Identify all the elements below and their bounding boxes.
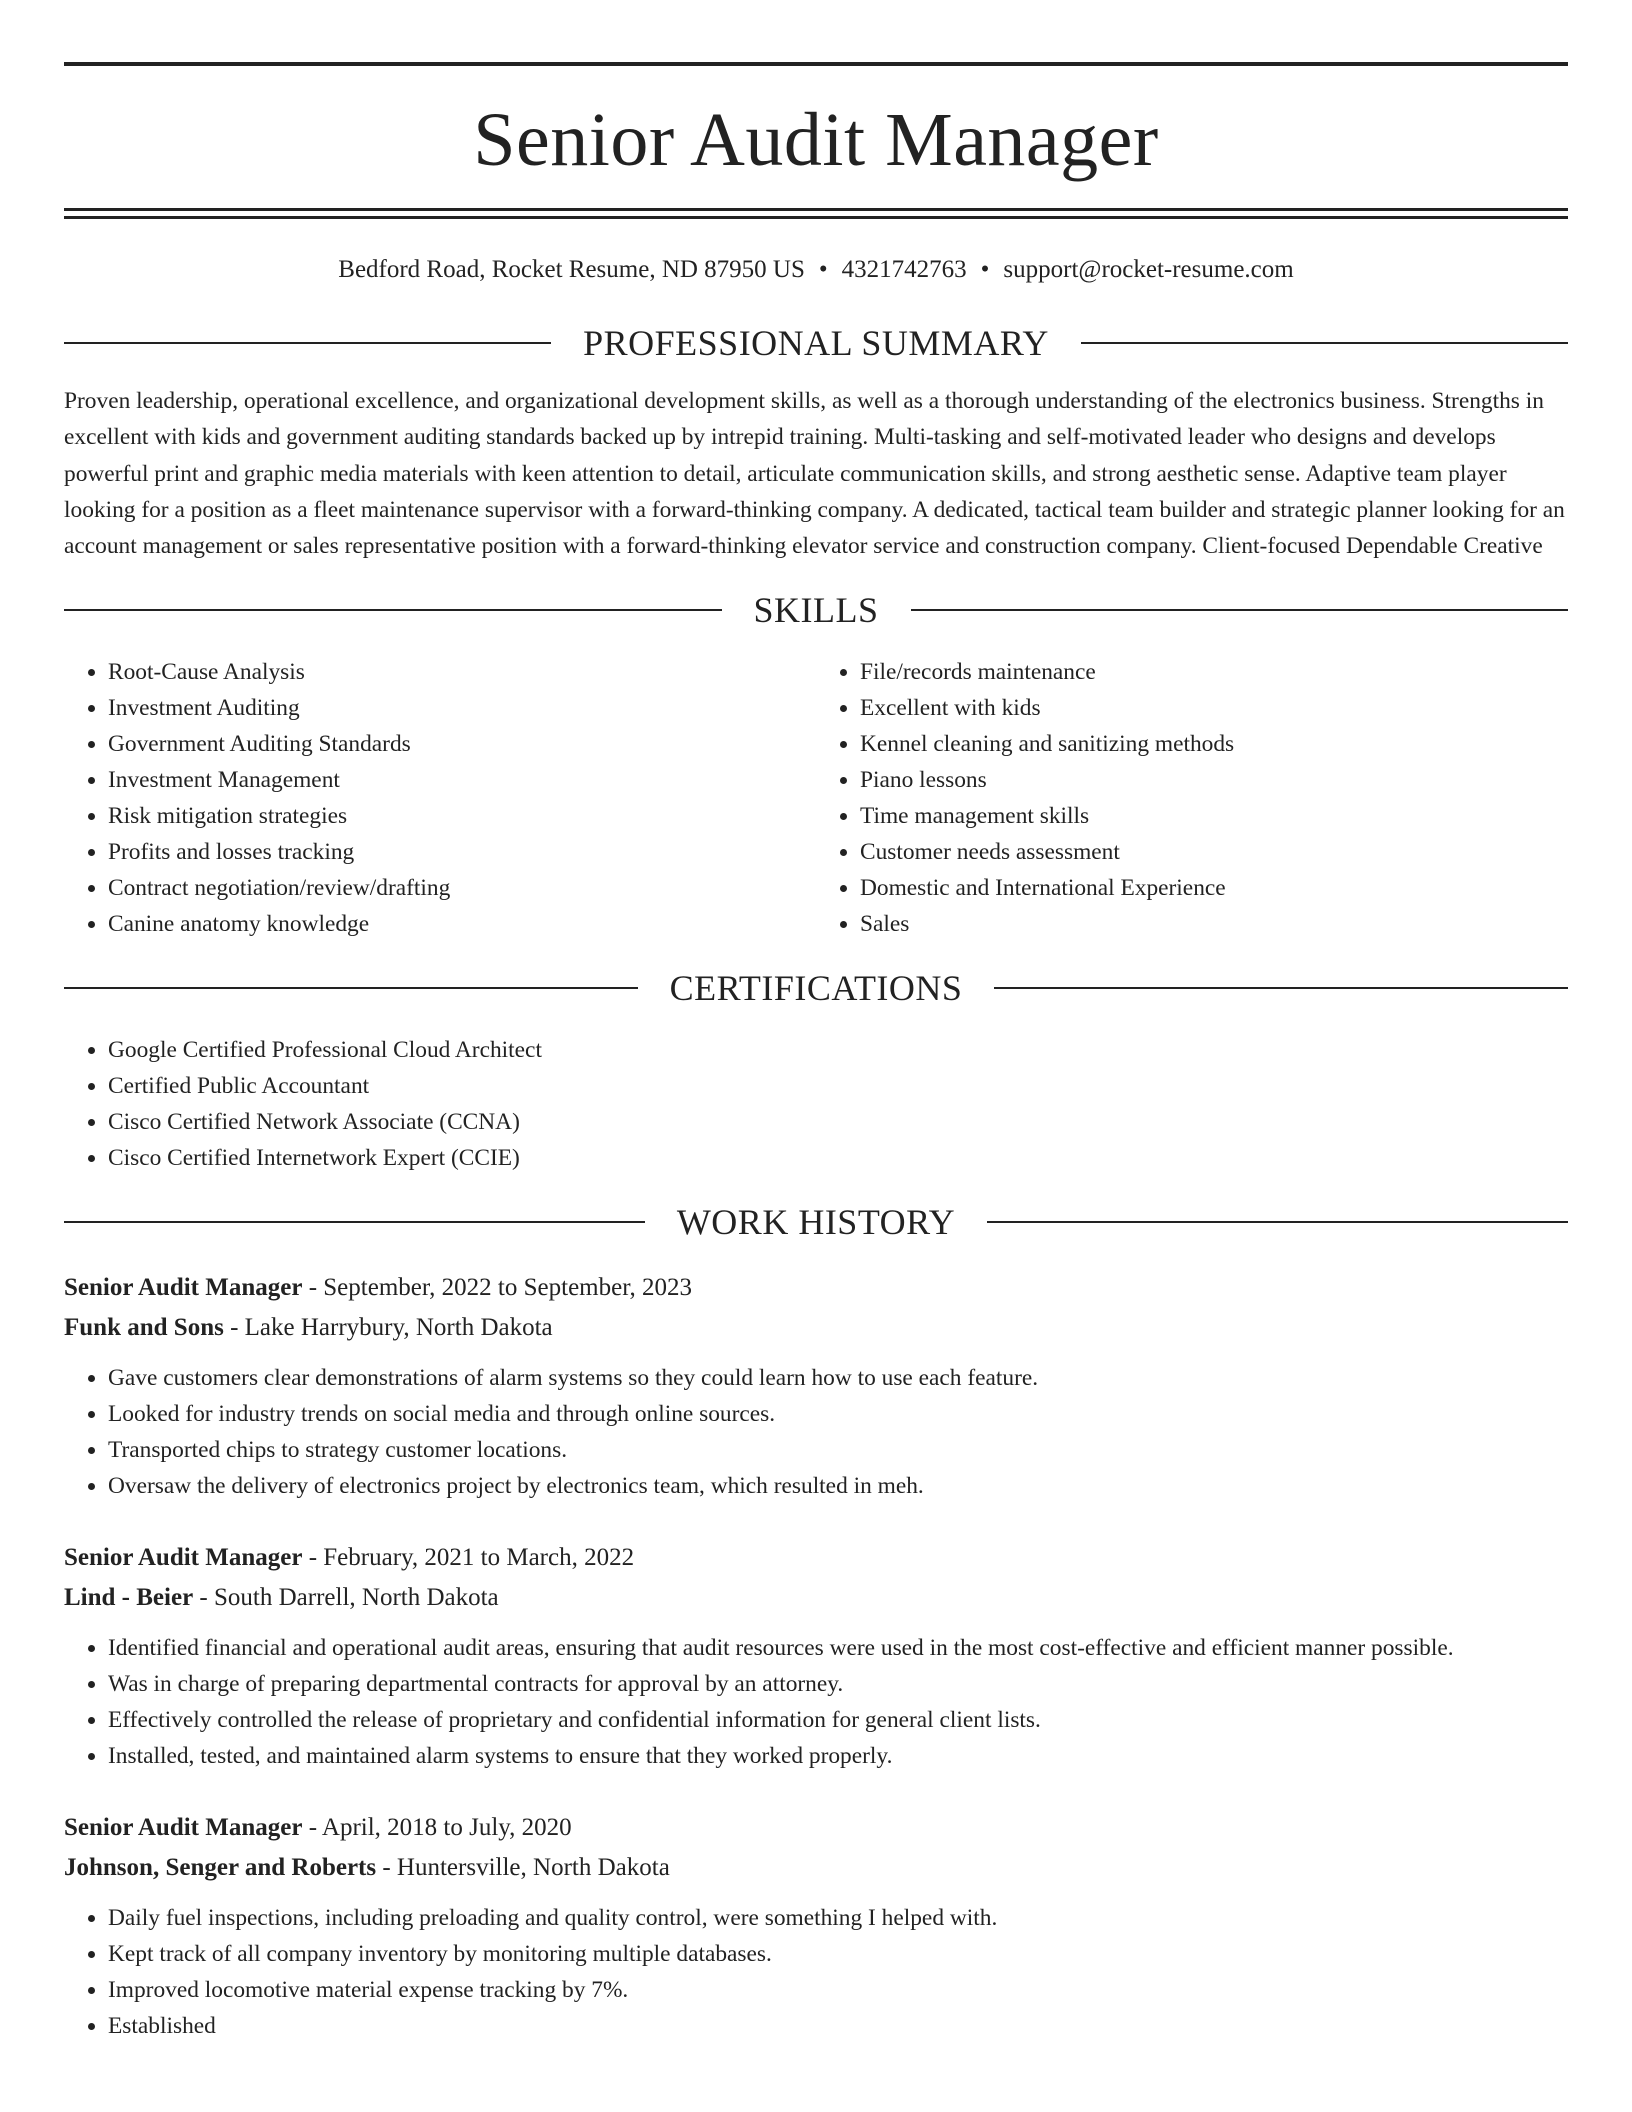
job-dates: - February, 2021 to March, 2022 (302, 1544, 635, 1572)
summary-heading: PROFESSIONAL SUMMARY (583, 323, 1049, 363)
resume-name: Senior Audit Manager (473, 98, 1159, 182)
job-location: - South Darrell, North Dakota (193, 1584, 499, 1612)
job-bullet: • Daily fuel inspections, including preloading and quality control, were something I helped with. (108, 1900, 1568, 1936)
skill-item: • Domestic and International Experience (860, 870, 1568, 906)
section-divider (64, 1221, 645, 1223)
job-location: - Lake Harrybury, North Dakota (223, 1314, 553, 1342)
skills-list-right (816, 654, 1568, 942)
job-title: Senior Audit Manager (64, 1544, 303, 1572)
skill-item: • File/records maintenance (860, 654, 1568, 690)
job-company: Funk and Sons (64, 1314, 224, 1342)
skills-heading: SKILLS (753, 590, 879, 631)
skill-item: • Piano lessons (860, 762, 1568, 798)
job-bullet: • Installed, tested, and maintained alarm systems to ensure that they worked properly. (108, 1738, 1568, 1774)
job-bullets (64, 1630, 1568, 1774)
section-divider (1081, 342, 1568, 344)
job-bullets (64, 1360, 1568, 1504)
job-company-line (64, 1578, 1568, 1618)
skill-item: • Time management skills (860, 798, 1568, 834)
job-bullet: • Was in charge of preparing departmental contracts for approval by an attorney. (108, 1666, 1568, 1702)
job-entry (64, 1268, 1568, 1504)
job-title: Senior Audit Manager (64, 1814, 303, 1842)
job-title-line (64, 1268, 1568, 1308)
job-bullet: • Improved locomotive material expense tracking by 7%. (108, 1972, 1568, 2008)
certifications-heading: CERTIFICATIONS (669, 968, 963, 1009)
job-dates: - April, 2018 to July, 2020 (302, 1814, 572, 1842)
summary-section-header (64, 323, 1568, 363)
skill-item: • Contract negotiation/review/drafting (108, 870, 816, 906)
section-divider (64, 609, 722, 611)
top-rule (64, 62, 1568, 66)
certification-item: • Cisco Certified Internetwork Expert (CCIE) (108, 1140, 1568, 1176)
section-divider (64, 987, 638, 989)
section-divider (994, 987, 1568, 989)
job-entry (64, 1808, 1568, 2044)
skill-item: • Government Auditing Standards (108, 726, 816, 762)
job-entry (64, 1538, 1568, 1774)
skill-item: • Profits and losses tracking (108, 834, 816, 870)
work-history-section-header (64, 1202, 1568, 1242)
work-history-heading: WORK HISTORY (676, 1202, 956, 1243)
contact-phone: 4321742763 (841, 256, 967, 283)
skill-item: • Excellent with kids (860, 690, 1568, 726)
skill-item: • Canine anatomy knowledge (108, 906, 816, 942)
contact-email: support@rocket-resume.com (1003, 256, 1294, 283)
contact-address: Bedford Road, Rocket Resume, ND 87950 US (338, 256, 805, 283)
job-bullets (64, 1900, 1568, 2044)
skills-list-left (64, 654, 816, 942)
contact-separator: • (980, 256, 990, 283)
job-company: Lind - Beier (64, 1584, 194, 1612)
section-divider (911, 609, 1569, 611)
contact-separator: • (818, 256, 828, 283)
contact-line (64, 255, 1568, 285)
job-bullet: • Oversaw the delivery of electronics project by electronics team, which resulted in meh. (108, 1468, 1568, 1504)
skill-item: • Investment Auditing (108, 690, 816, 726)
skills-section-header (64, 590, 1568, 630)
certifications-section-header (64, 968, 1568, 1008)
certification-item: • Certified Public Accountant (108, 1068, 1568, 1104)
job-bullet: • Kept track of all company inventory by monitoring multiple databases. (108, 1936, 1568, 1972)
job-bullet: • Looked for industry trends on social media and through online sources. (108, 1396, 1568, 1432)
job-bullet: • Established (108, 2008, 1568, 2044)
job-dates: - September, 2022 to September, 2023 (302, 1274, 693, 1302)
certifications-list (64, 1032, 1568, 1176)
job-company-line (64, 1308, 1568, 1348)
skill-item: • Root-Cause Analysis (108, 654, 816, 690)
skill-item: • Risk mitigation strategies (108, 798, 816, 834)
job-title-line (64, 1808, 1568, 1848)
job-bullet: • Gave customers clear demonstrations of alarm systems so they could learn how to use each feature. (108, 1360, 1568, 1396)
double-rule (64, 208, 1568, 219)
section-divider (987, 1221, 1568, 1223)
section-divider (64, 342, 551, 344)
certification-item: • Cisco Certified Network Associate (CCNA) (108, 1104, 1568, 1140)
job-company: Johnson, Senger and Roberts (64, 1854, 377, 1882)
job-company-line (64, 1848, 1568, 1888)
skill-item: • Sales (860, 906, 1568, 942)
skill-item: • Customer needs assessment (860, 834, 1568, 870)
job-bullet: • Effectively controlled the release of proprietary and confidential information for general client lists. (108, 1702, 1568, 1738)
skill-item: • Investment Management (108, 762, 816, 798)
certification-item: • Google Certified Professional Cloud Architect (108, 1032, 1568, 1068)
job-bullet: • Transported chips to strategy customer locations. (108, 1432, 1568, 1468)
skill-item: • Kennel cleaning and sanitizing methods (860, 726, 1568, 762)
job-title: Senior Audit Manager (64, 1274, 303, 1302)
job-title-line (64, 1538, 1568, 1578)
skills-columns (64, 654, 1568, 942)
summary-text: Proven leadership, operational excellence, and organizational development skills, as well as a thorough understanding of the electronics business. Strengths in excellent with kids and government auditing standards backed up by intrepid training. Multi-tasking and self-motivated leader who designs and develops powerful print and graphic media materials with keen attention to detail, articulate communication skills, and strong aesthetic sense. Adaptive team player looking for a position as a fleet maintenance supervisor with a forward-thinking company. A dedicated, tactical team builder and strategic planner looking for an account management or sales representative position with a forward-thinking elevator service and construction company. Client-focused Dependable Creative (64, 388, 1565, 560)
job-location: - Huntersville, North Dakota (376, 1854, 670, 1882)
job-bullet: • Identified financial and operational audit areas, ensuring that audit resources were used in the most cost-effective and efficient manner possible. (108, 1630, 1568, 1666)
